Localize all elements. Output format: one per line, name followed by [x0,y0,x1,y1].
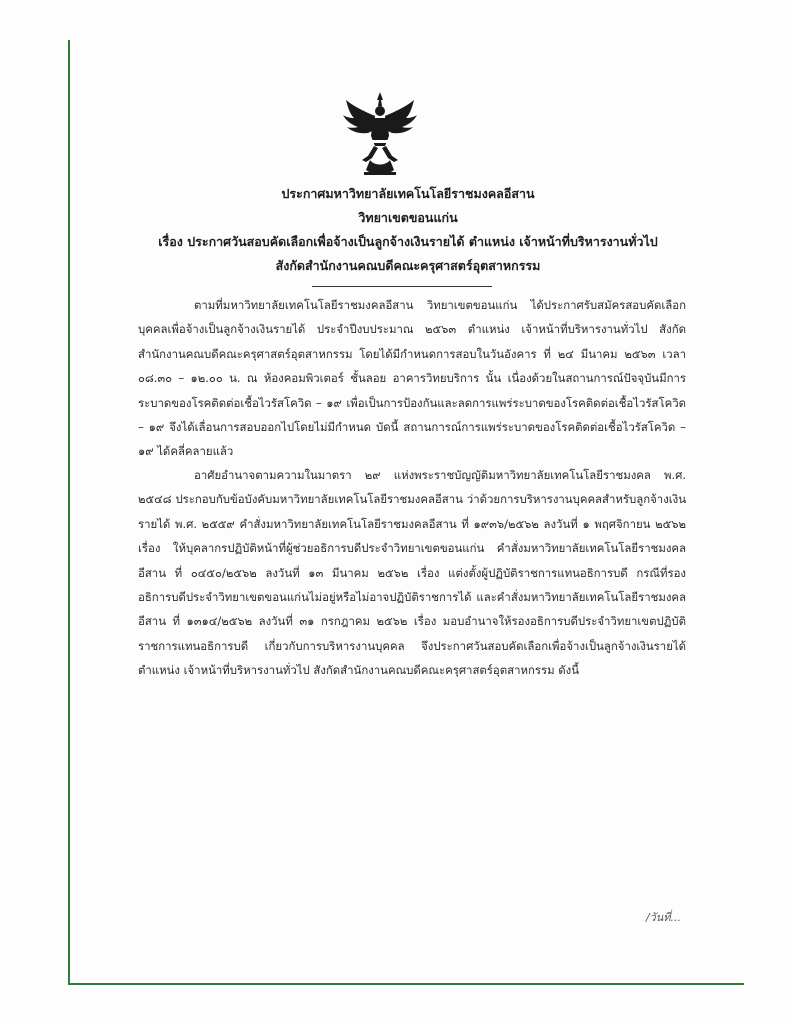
campus-name: วิทยาเขตขอนแก่น [358,210,458,225]
frame-left-border [68,40,70,985]
paragraph-1-text: ตามที่มหาวิทยาลัยเทคโนโลยีราชมงคลอีสาน วิทยาเขตขอนแก่น ได้ประกาศรับสมัครสอบคัดเลือกบุคคลเพื่อจ้างเป็นลูกจ้างเงินรายได้ ประจำปีงบประมาณ ๒๕๖๓ ตำแหน่ง เจ้าหน้าที่บริหารงานทั่วไป สังกัดสำนักงานคณบดีคณะครุศาสตร์อุตสาหกรรม โดยได้มีกำหนดการสอบในวันอังคาร ที่ ๒๔ มีนาคม ๒๕๖๓ เวลา ๐๘.๓๐ – ๑๒.๐๐ น. ณ ห้องคอมพิวเตอร์ ชั้นลอย อาคารวิทยบริการ นั้น เนื่องด้วยในสถานการณ์ปัจจุบันมีการระบาดของโรคติดต่อเชื้อไวรัสโควิด – ๑๙ เพื่อเป็นการป้องกันและลดการแพร่ระบาดของโรคติดต่อเชื้อไวรัสโควิด – ๑๙ จึงได้เลื่อนการสอบออกไปโดยไม่มีกำหนด บัดนี้ สถานการณ์การแพร่ระบาดของโรคติดต่อเชื้อไวรัสโควิด –๑๙ ได้คลี่คลายแล้ว [138,298,686,459]
frame-bottom-border [68,983,744,985]
header-divider [312,286,492,287]
announcement-title: ประกาศมหาวิทยาลัยเทคโนโลยีราชมงคลอีสาน [281,186,535,201]
affiliation-line: สังกัดสำนักงานคณบดีคณะครุศาสตร์อุตสาหกรรม [275,258,541,273]
body-paragraph-1 [138,293,686,464]
continuation-marker: /วันที่... [645,911,681,924]
paragraph-2-text: อาศัยอำนาจตามความในมาตรา ๒๙ แห่งพระราชบัญญัติมหาวิทยาลัยเทคโนโลยีราชมงคล พ.ศ. ๒๕๔๘ ประกอบกับข้อบังคับมหาวิทยาลัยเทคโนโลยีราชมงคลอีสาน ว่าด้วยการบริหารงานบุคคลสำหรับลูกจ้างเงินรายได้ พ.ศ. ๒๕๕๙ คำสั่งมหาวิทยาลัยเทคโนโลยีราชมงคลอีสาน ที่ ๑๙๓๖/๒๕๖๒ ลงวันที่ ๑ พฤศจิกายน ๒๕๖๒ เรื่อง ให้บุคลากรปฏิบัติหน้าที่ผู้ช่วยอธิการบดีประจำวิทยาเขตขอนแก่น คำสั่งมหาวิทยาลัยเทคโนโลยีราชมงคลอีสาน ที่ ๐๔๕๐/๒๕๖๒ ลงวันที่ ๑๓ มีนาคม ๒๕๖๒ เรื่อง แต่งตั้งผู้ปฏิบัติราชการแทนอธิการบดี กรณีที่รองอธิการบดีประจำวิทยาเขตขอนแก่นไม่อยู่หรือไม่อาจปฏิบัติราชการได้ และคำสั่งมหาวิทยาลัยเทคโนโลยีราชมงคลอีสาน ที่ ๑๓๑๔/๒๕๖๒ ลงวันที่ ๓๑ กรกฎาคม ๒๕๖๒ เรื่อง มอบอำนาจให้รองอธิการบดีประจำวิทยาเขตปฏิบัติราชการแทนอธิการบดี เกี่ยวกับการบริหารงานบุคคล จึงประกาศวันสอบคัดเลือกเพื่อจ้างเป็นลูกจ้างเงินรายได้ ตำแหน่ง เจ้าหน้าที่บริหารงานทั่วไป สังกัดสำนักงานคณบดีคณะครุศาสตร์อุตสาหกรรม ดังนี้ [138,468,686,678]
body-paragraph-2 [138,463,686,683]
garuda-emblem-icon [340,90,420,178]
announcement-subject: เรื่อง ประกาศวันสอบคัดเลือกเพื่อจ้างเป็นลูกจ้างเงินรายได้ ตำแหน่ง เจ้าหน้าที่บริหารงานทั่วไป [158,234,658,249]
